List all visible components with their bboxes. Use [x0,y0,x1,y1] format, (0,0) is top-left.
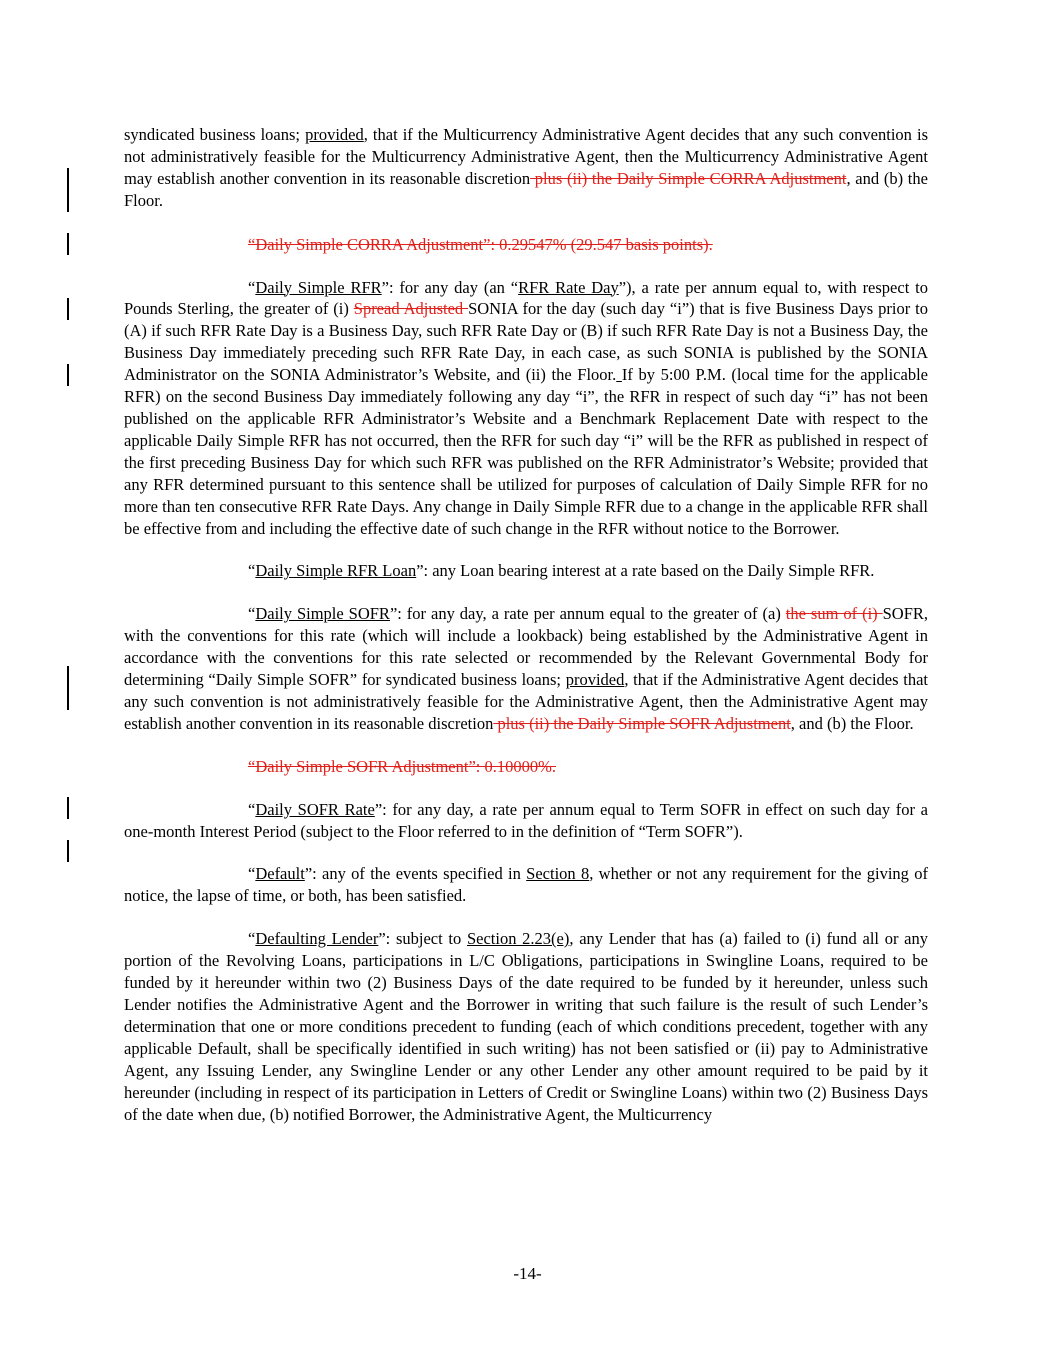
change-bar [67,797,69,819]
document-body [124,124,928,1146]
change-bar [67,666,69,710]
deleted-text: plus (ii) the Daily Simple CORRA Adjustment [530,168,847,188]
change-bar [67,233,69,255]
defined-term: Daily Simple RFR Loan [255,561,417,581]
definition-daily-simple-sofr-adjustment [124,756,928,778]
change-bar [67,298,69,320]
definition-continuation: syndicated business loans; provided, that if the Multicurrency Administrative Agent decides that any such convention is not administratively feasible for the Multicurrency Administrative Agent, then the Multicurrency Administrative Agent may establish another convention in its reasonable discretion plus (ii) the Daily Simple CORRA Adjustment, and (b) the Floor. [124,125,928,210]
defined-term: Daily SOFR Rate [255,799,375,819]
page-number: -14- [513,1264,542,1283]
definition-daily-sofr-rate: “Daily SOFR Rate”: for any day, a rate per annum equal to Term SOFR in effect on such day for a one-month Interest Period (subject to the Floor referred to in the definition of “Term SOFR”). [124,799,928,841]
defined-term: Defaulting Lender [255,929,379,949]
definition-daily-simple-sofr: “Daily Simple SOFR”: for any day, a rate per annum equal to the greater of (a) the sum of (i) SOFR, with the conventions for this rate (which will include a lookback) being established by the Administrative Agent in accordance with the conventions for this rate selected or recommended by the Relevant Governmental Body for determining “Daily Simple SOFR” for syndicated business loans; provided, that if the Administrative Agent decides that any such convention is not administratively feasible for the Administrative Agent, then the Administrative Agent may establish another convention in its reasonable discretion plus (ii) the Daily Simple SOFR Adjustment, and (b) the Floor. [124,604,929,733]
deleted-text: Spread Adjusted [353,299,469,319]
provided-term: provided [305,125,364,144]
change-bar [67,840,69,862]
change-bar [67,168,69,212]
definition-daily-simple-corra-adjustment [124,234,928,256]
defined-term: Daily Simple SOFR [255,604,390,624]
defined-term: RFR Rate Day [518,277,619,297]
deleted-text: plus (ii) the Daily Simple SOFR Adjustment [493,713,791,733]
deleted-text: “Daily Simple CORRA Adjustment”: 0.29547% (29.547 basis points). [248,234,713,254]
definition-defaulting-lender: “Defaulting Lender”: subject to Section 2.23(e), any Lender that has (a) failed to (i) fund all or any portion of the Revolving Loans, participations in L/C Obligations, participations in Swingline Loans, required to be funded by it hereunder within two (2) Business Days of the date required to be funded by it hereunder, unless such Lender notifies the Administrative Agent and the Borrower in writing that such failure is the result of such Lender’s determination that one or more conditions precedent to funding (each of which conditions precedent, together with any applicable Default, shall be specifically identified in such writing) has not been satisfied or (ii) pay to Administrative Agent, any Issuing Lender, any Swingline Lender or any other Lender any other amount required to be paid by it hereunder (including in respect of its participation in Letters of Credit or Swingline Loans) within two (2) Business Days of the date when due, (b) notified Borrower, the Administrative Agent, the Multicurrency [124,929,928,1124]
definition-daily-simple-rfr: “Daily Simple RFR”: for any day (an “RFR Rate Day”), a rate per annum equal to, with respect to Pounds Sterling, the greater of (i) Spread Adjusted SONIA for the day (such day “i”) that is five Business Days prior to (A) if such RFR Rate Day is a Business Day, such RFR Rate Day or (B) if such RFR Rate Day is not a Business Day, the Business Day immediately preceding such RFR Rate Day, in each case, as such SONIA is published by the SONIA Administrator on the SONIA Administrator’s Website, and (ii) the Floor. If by 5:00 P.M. (local time for the applicable RFR) on the second Business Day immediately following any day “i”, the RFR in respect of such day “i” has not been published on the applicable RFR Administrator’s Website and a Benchmark Replacement Date with respect to the applicable Daily Simple RFR has not occurred, then the RFR for such day “i” will be the RFR as published in respect of the first preceding Business Day for which such RFR was published on the RFR Administrator’s Website; provided that any RFR determined pursuant to this sentence shall be utilized for purposes of calculation of Daily Simple RFR for no more than ten consecutive RFR Rate Days. Any change in Daily Simple RFR due to a change in the applicable RFR shall be effective from and including the effective date of such change in the RFR without notice to the Borrower. [124,277,928,538]
definition-daily-simple-rfr-loan: “Daily Simple RFR Loan”: any Loan bearing interest at a rate based on the Daily Simple RFR. [248,561,875,581]
defined-term: Daily Simple RFR [255,277,382,297]
deleted-text: “Daily Simple SOFR Adjustment”: 0.10000%. [248,756,556,776]
change-bar [67,364,69,386]
defined-term: Default [255,864,305,884]
definition-default: “Default”: any of the events specified in Section 8, whether or not any requirement for the giving of notice, the lapse of time, or both, has been satisfied. [124,864,928,906]
deleted-text: the sum of (i) [785,604,883,624]
provided-term: provided [565,670,625,690]
section-reference: Section 2.23(e) [466,929,570,949]
section-reference: Section 8 [526,864,590,884]
